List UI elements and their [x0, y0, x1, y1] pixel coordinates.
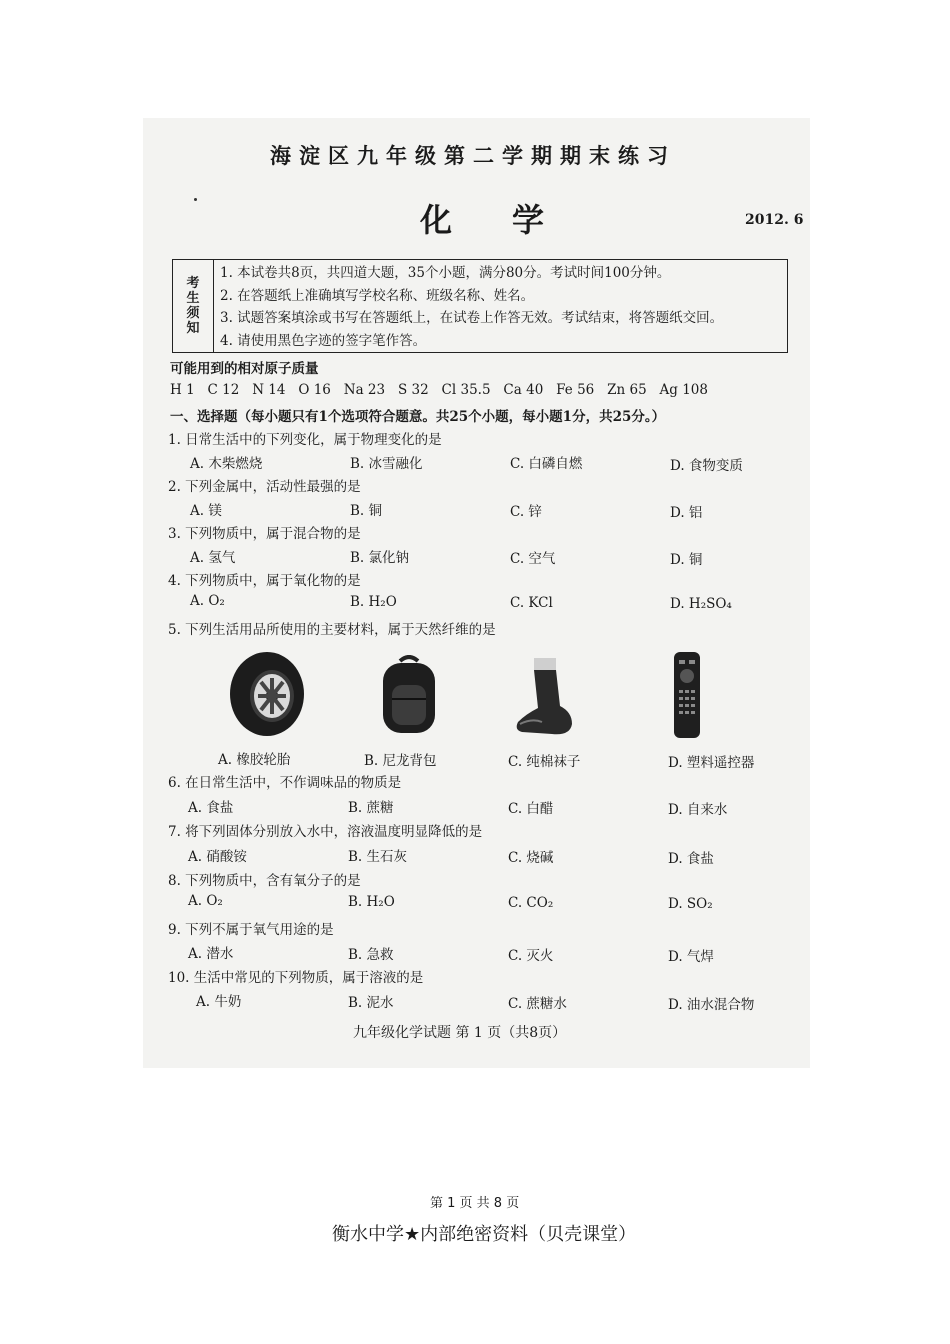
- option: A. 镁: [190, 503, 222, 519]
- question-stem: 8. 下列物质中，含有氧分子的是: [168, 873, 361, 889]
- remote-control-icon: [672, 650, 702, 744]
- option: B. 铜: [350, 503, 383, 519]
- option: B. 泥水: [348, 995, 394, 1011]
- option: C. 灭火: [508, 948, 554, 964]
- option: B. H₂O: [350, 594, 397, 610]
- option: C. KCl: [510, 595, 553, 611]
- option: C. 纯棉袜子: [508, 754, 581, 770]
- atomic-mass-values: H 1 C 12 N 14 O 16 Na 23 S 32 Cl 35.5 Ca 40 Fe 56 Zn 65 Ag 108: [170, 382, 708, 398]
- option: A. 硝酸铵: [188, 849, 247, 865]
- option: A. 氢气: [190, 550, 236, 566]
- option: B. 急救: [348, 947, 394, 963]
- question-stem: 5. 下列生活用品所使用的主要材料，属于天然纤维的是: [168, 622, 496, 638]
- notice-items: [214, 260, 729, 352]
- option: C. 白磷自燃: [510, 456, 583, 472]
- tire-icon: [226, 650, 308, 742]
- option: B. 氯化钠: [350, 550, 410, 566]
- question-stem: 10. 生活中常见的下列物质，属于溶液的是: [168, 970, 424, 986]
- section-title: 一、选择题: [170, 409, 238, 425]
- notice-label-char: 须: [186, 306, 200, 321]
- option: C. 空气: [510, 551, 556, 567]
- option: B. H₂O: [348, 894, 395, 910]
- option: D. 铜: [670, 552, 703, 568]
- option: D. 油水混合物: [668, 997, 755, 1013]
- option: D. 塑料遥控器: [668, 755, 755, 771]
- notice-item: 4. 请使用黑色字迹的签字笔作答。: [220, 332, 427, 349]
- question-stem: 6. 在日常生活中，不作调味品的物质是: [168, 775, 402, 791]
- notice-label-char: 知: [186, 321, 200, 336]
- option: A. 橡胶轮胎: [218, 752, 291, 768]
- option: C. 锌: [510, 504, 542, 520]
- notice-box: [172, 259, 788, 353]
- option: A. 食盐: [188, 800, 234, 816]
- question-stem: 7. 将下列固体分别放入水中，溶液温度明显降低的是: [168, 824, 483, 840]
- option: C. CO₂: [508, 895, 554, 911]
- notice-label: [173, 260, 214, 352]
- option: A. O₂: [190, 593, 225, 609]
- section-heading: [170, 405, 665, 425]
- question-stem: 2. 下列金属中，活动性最强的是: [168, 479, 361, 495]
- option: A. 牛奶: [196, 994, 242, 1010]
- backpack-icon: [378, 655, 440, 739]
- option: B. 冰雪融化: [350, 456, 423, 472]
- option: D. 食物变质: [670, 458, 743, 474]
- option: D. 食盐: [668, 851, 714, 867]
- section-note: （每小题只有1个选项符合题意。共25个小题，每小题1分，共25分。）: [237, 409, 666, 425]
- option: D. 气焊: [668, 949, 714, 965]
- option: D. H₂SO₄: [670, 596, 732, 612]
- option: B. 蔗糖: [348, 800, 394, 816]
- option: C. 蔗糖水: [508, 996, 567, 1012]
- option: B. 生石灰: [348, 849, 408, 865]
- exam-title: 海淀区九年级第二学期期末练习: [270, 143, 676, 168]
- option: C. 白醋: [508, 801, 554, 817]
- sock-icon: [512, 656, 578, 746]
- option: A. O₂: [188, 893, 223, 909]
- notice-item: 3. 试题答案填涂或书写在答题纸上，在试卷上作答无效。考试结束，将答题纸交回。: [220, 310, 724, 326]
- option: D. SO₂: [668, 896, 713, 912]
- atomic-mass-heading: 可能用到的相对原子质量: [170, 361, 319, 377]
- question-stem: 4. 下列物质中，属于氧化物的是: [168, 573, 361, 589]
- notice-item: 2. 在答题纸上准确填写学校名称、班级名称、姓名。: [220, 287, 535, 304]
- option: A. 潜水: [188, 946, 234, 962]
- exam-date: 2012. 6: [745, 212, 804, 228]
- notice-label-char: 考: [186, 276, 200, 291]
- option: C. 烧碱: [508, 850, 554, 866]
- page-number: 第 1 页 共 8 页: [430, 1196, 520, 1211]
- notice-label-char: 生: [186, 291, 200, 306]
- exam-page-footer: 九年级化学试题 第 1 页（共8页）: [353, 1025, 567, 1041]
- option: B. 尼龙背包: [364, 753, 437, 769]
- question-stem: 9. 下列不属于氧气用途的是: [168, 922, 334, 938]
- notice-item: 1. 本试卷共8页，共四道大题，35个小题，满分80分。考试时间100分钟。: [220, 265, 671, 281]
- question-stem: 3. 下列物质中，属于混合物的是: [168, 526, 361, 542]
- question-stem: 1. 日常生活中的下列变化，属于物理变化的是: [168, 432, 442, 448]
- scan-speck: [194, 198, 197, 201]
- option: A. 木柴燃烧: [190, 456, 263, 472]
- option: D. 铝: [670, 505, 703, 521]
- option: D. 自来水: [668, 802, 728, 818]
- school-watermark-text: 衡水中学★内部绝密资料（贝壳课堂）: [332, 1224, 637, 1245]
- subject-title: 化学: [420, 201, 605, 239]
